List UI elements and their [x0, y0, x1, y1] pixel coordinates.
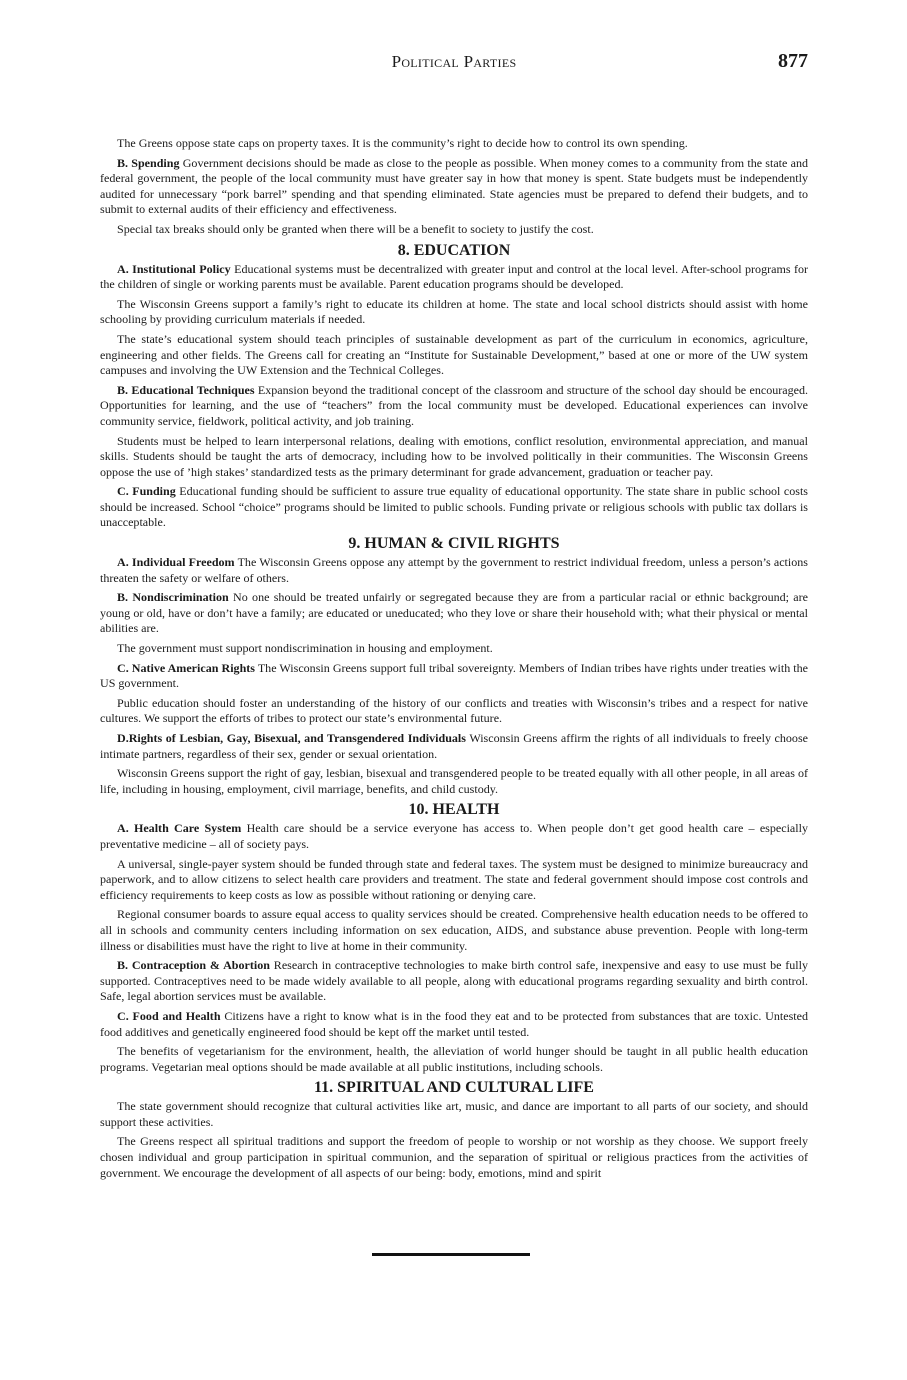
paragraph	[100, 907, 808, 954]
paragraph-text: The benefits of vegetarianism for the environment, health, the alleviation of world hunger should be taught in all public health education programs. Vegetarian meal options should be made available at all public institutions, including schools.	[100, 1044, 808, 1074]
paragraph	[100, 821, 808, 852]
paragraph-text: Government decisions should be made as close to the people as possible. When money comes to a community from the state and federal government, the people of the local community must have greater say in how that money is spent. State budgets must be independently audited for unnecessary “pork barrel” spending and that spending eliminated. State agencies must be prepared to defend their budgets, and to submit to external audits of their efficiency and effectiveness.	[100, 155, 808, 217]
paragraph	[100, 1134, 808, 1181]
paragraph-text: Public education should foster an understanding of the history of our conflicts and treaties with Wisconsin’s tribes and a respect for native cultures. We support the efforts of tribes to protect our state’s environmental future.	[100, 695, 808, 726]
paragraph-text: Regional consumer boards to assure equal access to quality services should be created. Comprehensive health education needs to be offered to all in schools and community centers including information on sex education, AIDS, and substance abuse prevention. People with long-term illness or disabilities must have the right to live at home in their community.	[100, 907, 808, 953]
paragraph-text: Wisconsin Greens affirm the rights of all individuals to freely choose intimate partners, regardless of their sex, gender or sexual orientation.	[100, 731, 808, 761]
paragraph-text: Health care should be a service everyone has access to. When people don’t get good health care – especially preventative medicine – all of society pays.	[100, 821, 808, 851]
paragraph-text: Educational funding should be sufficient to assure true equality of educational opportunity. The state share in public school costs should be increased. School “choice” programs should be limited to public schools. Funding private or religious schools with public tax dollars is unacceptable.	[100, 484, 808, 530]
paragraph-text: The Wisconsin Greens oppose any attempt by the government to restrict individual freedom, unless a person’s actions threaten the safety or welfare of others.	[100, 555, 808, 585]
paragraph-lead: D.Rights of Lesbian, Gay, Bisexual, and Transgendered Individuals	[117, 731, 466, 745]
paragraph	[100, 136, 808, 152]
paragraph-text: Citizens have a right to know what is in the food they eat and to be protected from substances that are toxic. Untested food additives and genetically engineered food should be kept off the market until tested.	[100, 1008, 808, 1039]
paragraph-text: The state government should recognize that cultural activities like art, music, and dance are important to all parts of our society, and should support these activities.	[100, 1099, 808, 1129]
paragraph	[100, 297, 808, 328]
paragraph-text: Educational systems must be decentralized with greater input and control at the local level. After-school programs for the children of single or working parents must be available. Parent education programs should be developed.	[100, 261, 809, 292]
paragraph	[100, 383, 808, 430]
paragraph	[100, 731, 808, 762]
section-heading: 10. HEALTH	[408, 801, 500, 819]
paragraph-text: No one should be treated unfairly or segregated because they are from a particular racial or ethnic background; are young or old, have or don’t have a family; are educated or uneducated; who they love or share their household with; what their physical or mental abilities are.	[100, 590, 808, 636]
paragraph	[100, 661, 808, 692]
paragraph-lead: B. Nondiscrimination	[117, 590, 229, 605]
paragraph-lead: B. Contraception & Abortion	[117, 958, 270, 973]
section-heading: 8. EDUCATION	[397, 241, 511, 259]
section-heading: 9. HUMAN & CIVIL RIGHTS	[348, 535, 560, 553]
paragraph	[100, 766, 808, 797]
paragraph-lead: A. Individual Freedom	[117, 555, 235, 570]
page-header	[100, 52, 808, 82]
paragraph-lead: C. Native American Rights	[117, 660, 255, 675]
paragraph	[100, 1044, 808, 1075]
paragraph-text: Students must be helped to learn interpersonal relations, dealing with emotions, conflict resolution, environmental appreciation, and manual skills. Students should be taught the arts of democracy, including how to be involved politically in their communities. The Wisconsin Greens oppose the use of ’high stakes’ standardized tests as the primary determinant for grade advancement, graduation or teacher pay.	[100, 433, 808, 479]
paragraph-text: Expansion beyond the traditional concept of the classroom and structure of the school day should be encouraged. Opportunities for learning, and the use of “teachers” from the local community must be developed. Educational experiences can involve community service, fieldwork, political activity, and job training.	[100, 382, 809, 428]
paragraph-lead: A. Institutional Policy	[117, 261, 231, 276]
paragraph-text: The government must support nondiscrimination in housing and employment.	[117, 641, 493, 656]
paragraph-text: A universal, single-payer system should be funded through state and federal taxes. The system must be designed to minimize bureaucracy and paperwork, and to allow citizens to select health care providers and treatment. The state and federal government should impose cost controls and efficiency requirements to keep costs as low as possible without rationing or denying care.	[100, 856, 808, 902]
paragraph	[100, 1009, 808, 1040]
paragraph-text: The Wisconsin Greens support a family’s right to educate its children at home. The state and local school districts should assist with home schooling by providing curriculum materials if needed.	[100, 296, 808, 327]
paragraph	[100, 156, 808, 218]
paragraph-lead: C. Food and Health	[117, 1008, 221, 1023]
paragraph	[100, 857, 808, 904]
paragraph	[100, 1099, 808, 1130]
end-rule	[372, 1253, 530, 1256]
document-body	[100, 136, 808, 1185]
paragraph-text: The Greens oppose state caps on property taxes. It is the community’s right to decide how to control its own spending.	[117, 136, 688, 150]
paragraph-lead: B. Educational Techniques	[117, 382, 255, 397]
paragraph-text: Wisconsin Greens support the right of gay, lesbian, bisexual and transgendered people to be treated equally with all other people, in all areas of life, including in housing, employment, civil marriage, benefits, and child custody.	[100, 766, 808, 796]
running-head: Political Parties	[391, 52, 517, 71]
paragraph	[100, 222, 808, 238]
paragraph-lead: C. Funding	[117, 484, 176, 499]
paragraph	[100, 484, 808, 531]
page-number: 877	[778, 50, 808, 72]
paragraph	[100, 958, 808, 1005]
paragraph	[100, 641, 808, 657]
paragraph-text: The Wisconsin Greens support full tribal sovereignty. Members of Indian tribes have rights under treaties with the US government.	[100, 660, 808, 691]
paragraph	[100, 696, 808, 727]
section-heading: 11. SPIRITUAL AND CULTURAL LIFE	[314, 1079, 594, 1097]
paragraph-lead: B. Spending	[117, 155, 180, 170]
paragraph	[100, 590, 808, 637]
paragraph-lead: A. Health Care System	[117, 821, 242, 836]
paragraph	[100, 434, 808, 481]
paragraph-text: The Greens respect all spiritual traditions and support the freedom of people to worship or not worship as they choose. We support freely chosen individual and group participation in spiritual communion, and the separation of spiritual or religious practices from the activities of government. We encourage the development of all aspects of our being: body, emotions, mind and spirit	[100, 1134, 808, 1180]
paragraph-text: Special tax breaks should only be granted when there will be a benefit to society to justify the cost.	[117, 221, 594, 236]
paragraph-text: The state’s educational system should teach principles of sustainable development as part of the curriculum in economics, agriculture, engineering and other fields. The Greens call for creating an “Institute for Sustainable Development,” based at one or more of the UW system campuses and involving the UW Extension and the Technical Colleges.	[100, 331, 808, 378]
paragraph	[100, 262, 808, 293]
paragraph	[100, 555, 808, 586]
paragraph	[100, 332, 808, 379]
paragraph-text: Research in contraceptive technologies to make birth control safe, inexpensive and easy to use must be fully supported. Contraceptives need to be made widely available to all people, along with educational programs regarding sexuality and birth control. Safe, legal abortion services must be available.	[100, 958, 808, 1004]
